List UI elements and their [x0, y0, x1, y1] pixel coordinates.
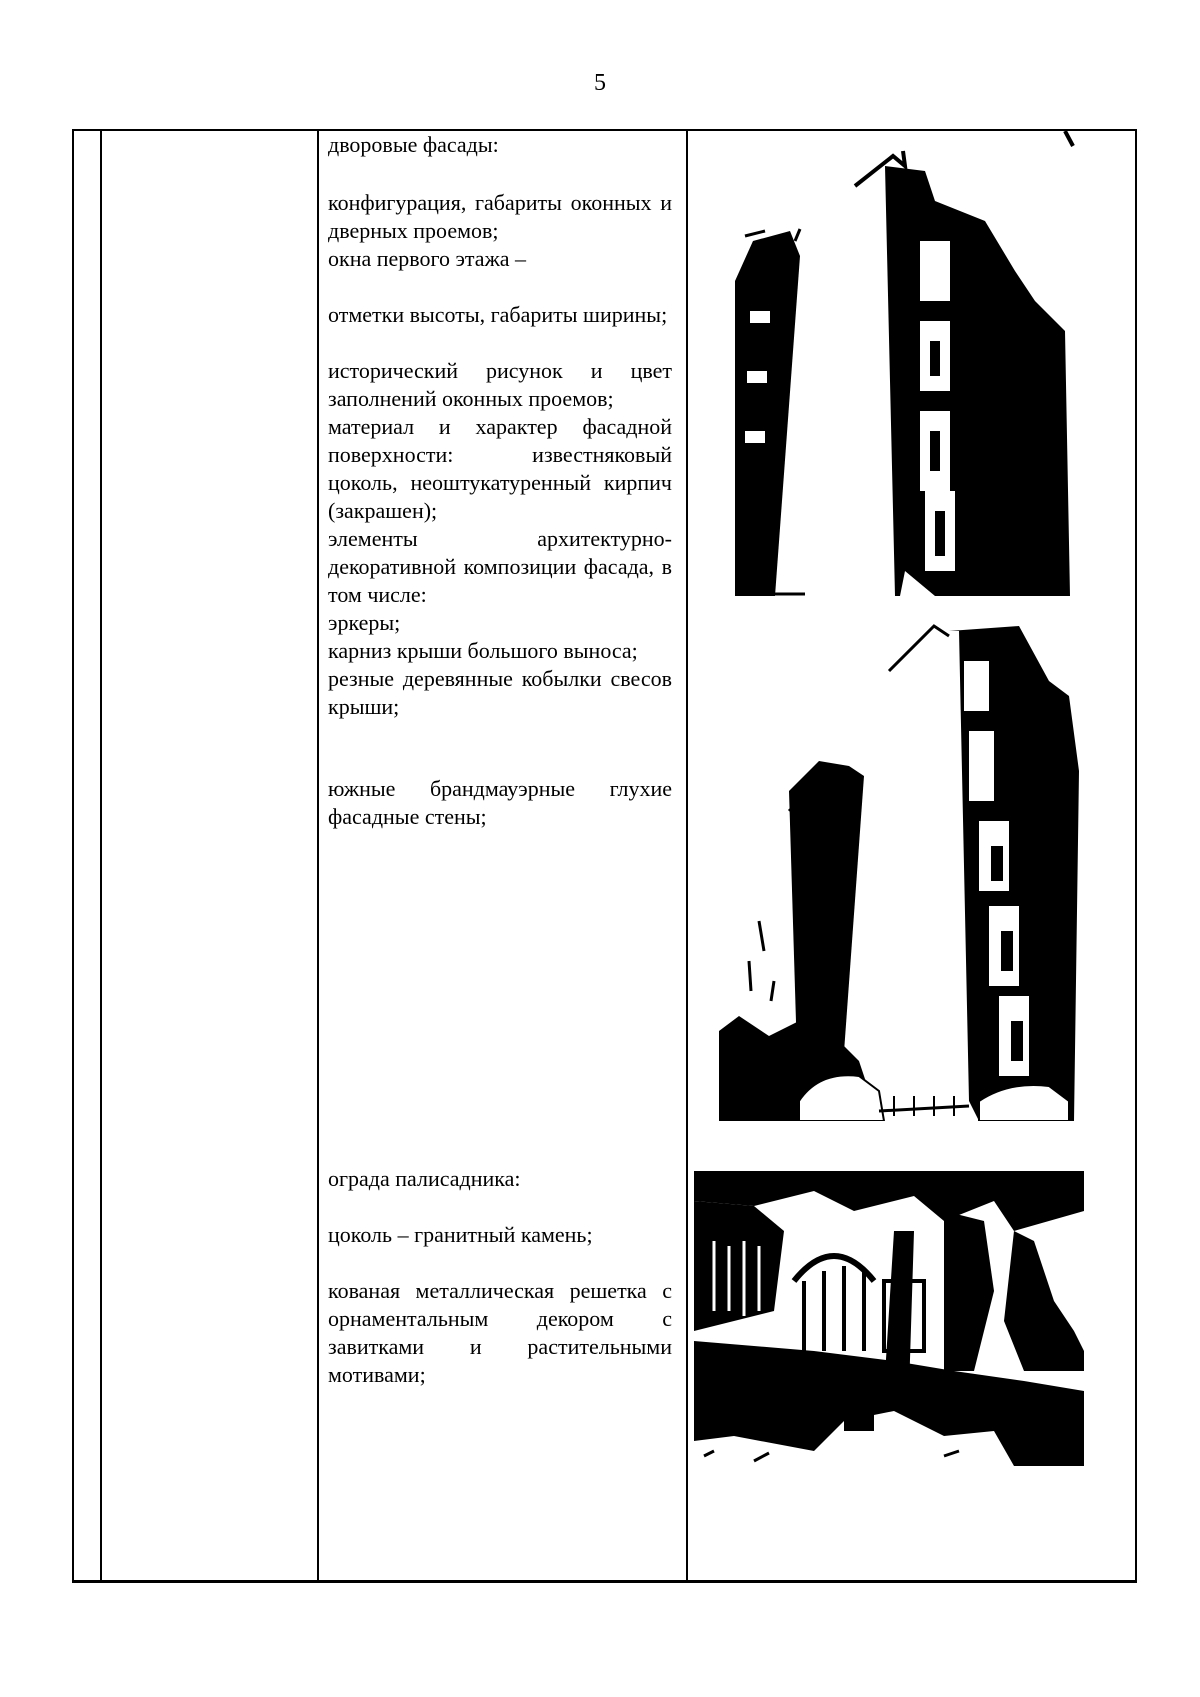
courtyard-facade-photo — [735, 131, 1083, 596]
elements-item: элементы архитектурно-декоративной композиции фасада, в том числе: — [328, 526, 672, 607]
fence-photo-icon — [694, 1171, 1084, 1466]
cornice-item: карниз крыши большого выноса; — [328, 638, 638, 663]
fence-photo — [694, 1171, 1084, 1466]
building-photo-icon — [735, 131, 1083, 596]
windows-ground-item: окна первого этажа – — [328, 246, 527, 271]
fence-heading: ограда палисадника: — [328, 1166, 521, 1191]
plinth-item: цоколь – гранитный камень; — [328, 1222, 593, 1247]
column-divider — [686, 131, 688, 1580]
page-number: 5 — [594, 70, 606, 96]
firewalls-item: южные брандмауэрные глухие фасадные стены; — [328, 776, 672, 829]
pattern-color-item: исторический рисунок и цвет заполнений оконных проемов; — [328, 358, 672, 411]
brackets-item: резные деревянные кобылки свесов крыши; — [328, 666, 672, 719]
bay-windows-item: эркеры; — [328, 610, 401, 635]
openings-item: конфигурация, габариты оконных и дверных проемов; — [328, 190, 672, 243]
material-item: материал и характер фасадной поверхности: известняковый цоколь, неоштукатуренный кирпич (закрашен); — [328, 414, 672, 523]
grille-item: кованая металлическая решетка с орнаментальным декором с завитками и растительными мотивами; — [328, 1278, 672, 1387]
column-divider — [100, 131, 102, 1580]
building-photo-icon — [719, 621, 1099, 1121]
firewall-facade-photo — [719, 621, 1099, 1121]
column-divider — [317, 131, 319, 1580]
height-marks-item: отметки высоты, габариты ширины; — [328, 302, 668, 327]
heritage-elements-table — [72, 129, 1137, 1583]
courtyard-heading: дворовые фасады: — [328, 132, 499, 157]
